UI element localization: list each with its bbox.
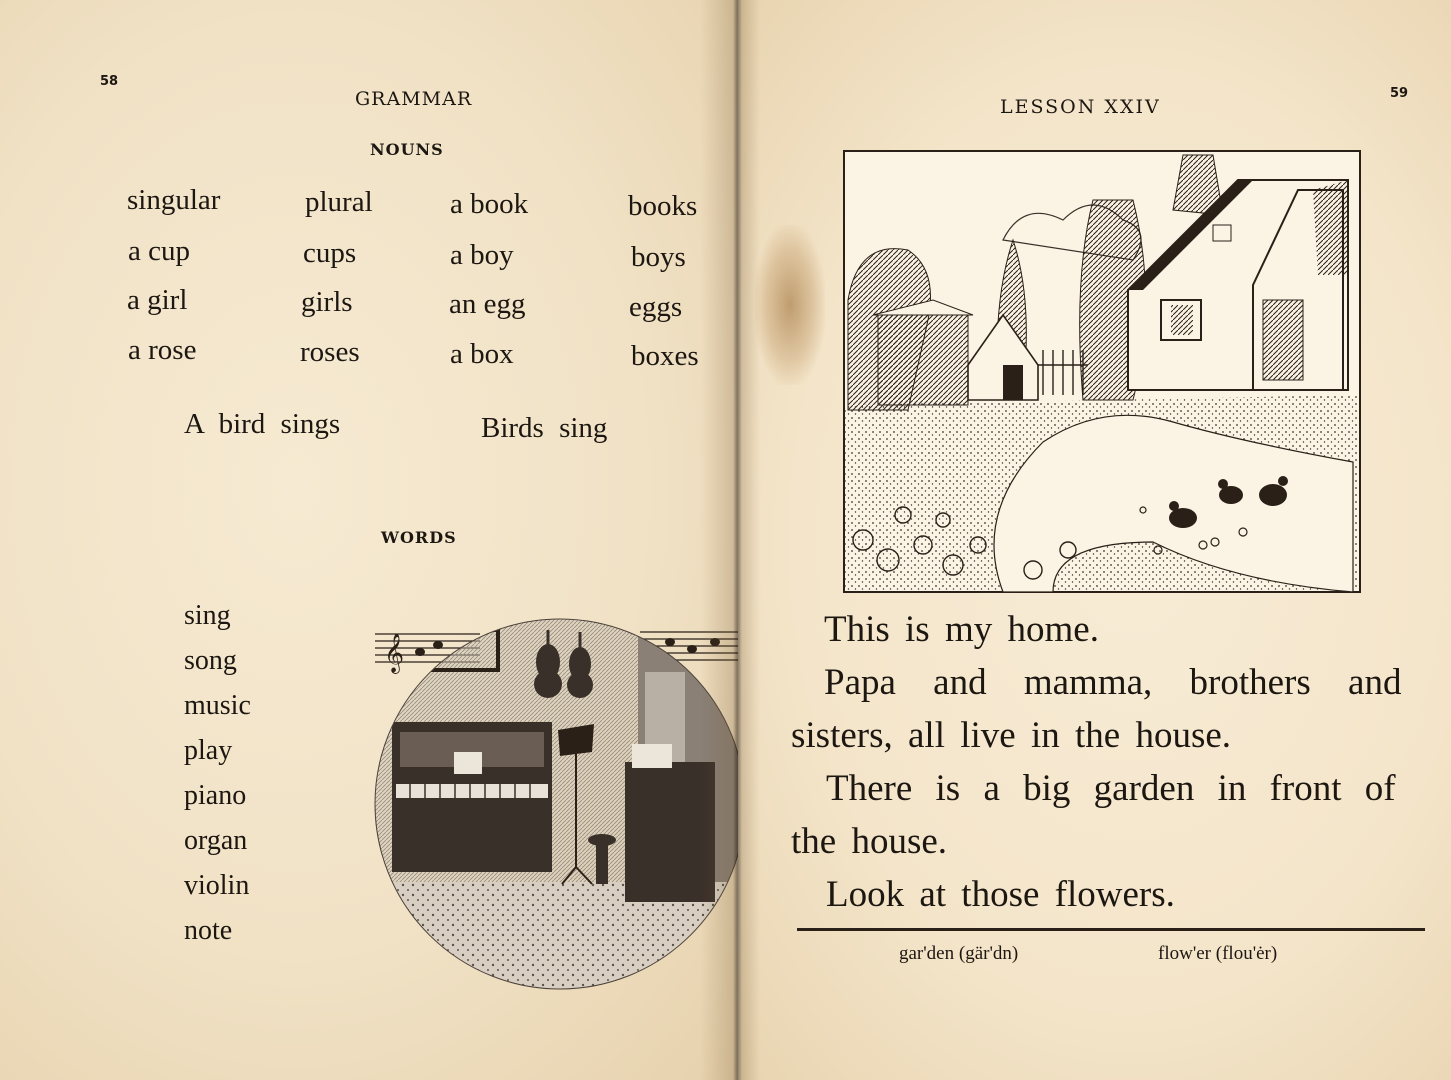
page-number-right: 59: [1390, 86, 1409, 101]
noun-cell: boxes: [631, 340, 699, 372]
reading-line: Look at those flowers.: [826, 874, 1175, 915]
sentence-plural: Birds sing: [481, 412, 608, 444]
noun-cell: a cup: [128, 235, 190, 267]
reading-line: This is my home.: [824, 609, 1099, 650]
noun-cell: boys: [631, 241, 686, 273]
list-item: organ: [184, 825, 248, 856]
noun-cell: cups: [303, 237, 357, 269]
footnote-divider: [797, 928, 1425, 931]
page-title-left: GRAMMAR: [355, 88, 473, 110]
list-item: music: [184, 690, 251, 721]
reading-line: the house.: [791, 821, 948, 862]
noun-cell: books: [628, 190, 698, 222]
house-garden-illustration: [843, 150, 1361, 593]
list-item: piano: [184, 780, 247, 811]
music-room-illustration: [370, 612, 738, 1002]
noun-cell: a box: [450, 338, 514, 370]
sentence-singular: A bird sings: [184, 408, 341, 440]
lesson-title: LESSON XXIV: [1000, 96, 1161, 118]
reading-line: There is a big garden in front of: [826, 768, 1396, 809]
words-heading: WORDS: [381, 528, 457, 547]
svg-text:𝄞: 𝄞: [384, 633, 405, 673]
noun-cell: a rose: [128, 334, 197, 366]
noun-cell: a book: [450, 188, 529, 220]
noun-cell: a boy: [450, 239, 514, 271]
noun-cell: a girl: [127, 284, 188, 316]
nouns-heading: NOUNS: [370, 140, 444, 159]
list-item: violin: [184, 870, 250, 901]
list-item: song: [184, 645, 237, 676]
list-item: note: [184, 915, 233, 946]
reading-line: Papa and mamma, brothers and: [824, 662, 1402, 703]
noun-cell: plural: [305, 186, 373, 218]
pronunciation-garden: gar'den (gär'dn): [899, 943, 1019, 964]
noun-cell: girls: [301, 286, 353, 318]
list-item: sing: [184, 600, 231, 631]
right-page: [740, 0, 1451, 1080]
noun-cell: an egg: [449, 288, 526, 320]
noun-cell: singular: [127, 184, 221, 216]
word-list: [184, 593, 251, 953]
reading-line: sisters, all live in the house.: [791, 715, 1232, 756]
noun-cell: eggs: [629, 291, 683, 323]
noun-cell: roses: [300, 336, 360, 368]
page-number-left: 58: [100, 74, 119, 89]
pronunciation-flower: flow'er (flou'ėr): [1158, 943, 1278, 964]
list-item: play: [184, 735, 233, 766]
